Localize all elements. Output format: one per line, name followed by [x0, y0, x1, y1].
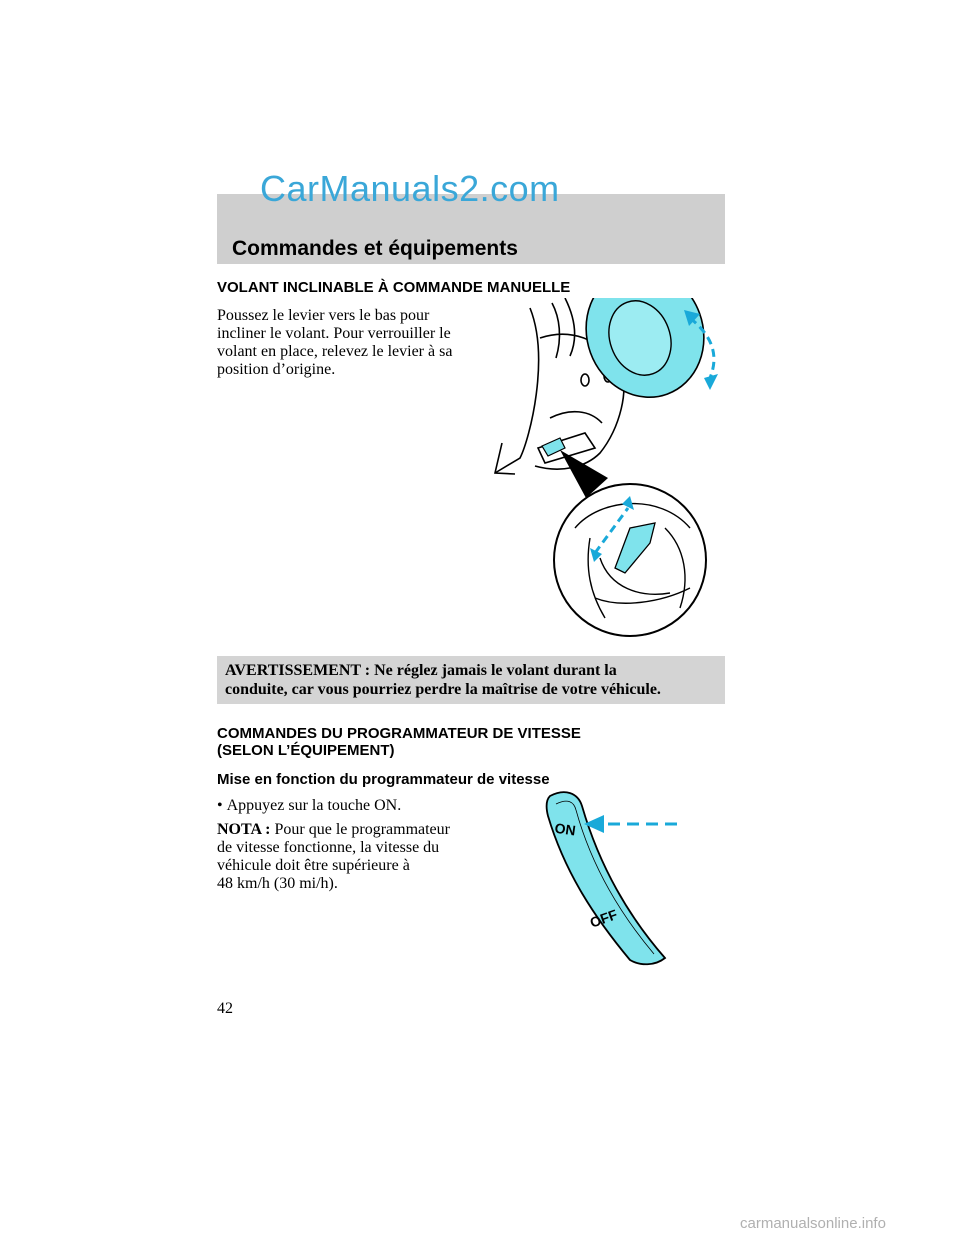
warning-box	[217, 656, 725, 704]
cruise-note	[217, 821, 487, 893]
warning-line-2: conduite, car vous pourriez perdre la maîtrise de votre véhicule.	[225, 681, 661, 698]
tilt-body-line-2: incliner le volant. Pour verrouiller le	[217, 325, 451, 342]
steering-column-illustration	[490, 298, 730, 638]
section-title: Commandes et équipements	[232, 237, 518, 260]
note-line-4: 48 km/h (30 mi/h).	[217, 875, 338, 892]
button-off-label[interactable]: OFF	[587, 906, 620, 931]
note-line-3: véhicule doit être supérieure à	[217, 857, 410, 874]
page-number: 42	[217, 1000, 233, 1017]
footer-watermark[interactable]: carmanualsonline.info	[740, 1215, 886, 1232]
note-label: NOTA :	[217, 821, 275, 838]
tilt-heading: VOLANT INCLINABLE À COMMANDE MANUELLE	[217, 279, 571, 296]
note-line-2: de vitesse fonctionne, la vitesse du	[217, 839, 440, 856]
cruise-bullet	[217, 797, 401, 815]
cruise-heading	[217, 725, 677, 759]
tilt-body-line-3: volant en place, relevez le levier à sa	[217, 343, 453, 360]
note-line-1: Pour que le programmateur	[274, 821, 450, 838]
cruise-subheading: Mise en fonction du programmateur de vitesse	[217, 771, 550, 788]
button-on-label[interactable]: ON	[553, 819, 577, 839]
cruise-heading-line-1: COMMANDES DU PROGRAMMATEUR DE VITESSE	[217, 725, 581, 742]
cruise-heading-line-2: (SELON L’ÉQUIPEMENT)	[217, 742, 395, 759]
cruise-switch-illustration	[540, 788, 690, 968]
bullet-symbol: •	[217, 797, 223, 814]
bullet-text: Appuyez sur la touche ON.	[226, 797, 402, 814]
watermark-logo[interactable]: CarManuals2.com	[260, 168, 560, 209]
warning-line-1: AVERTISSEMENT : Ne réglez jamais le volant durant la	[225, 662, 617, 679]
tilt-body-line-4: position d’origine.	[217, 361, 336, 378]
tilt-body-line-1: Poussez le levier vers le bas pour	[217, 307, 430, 324]
